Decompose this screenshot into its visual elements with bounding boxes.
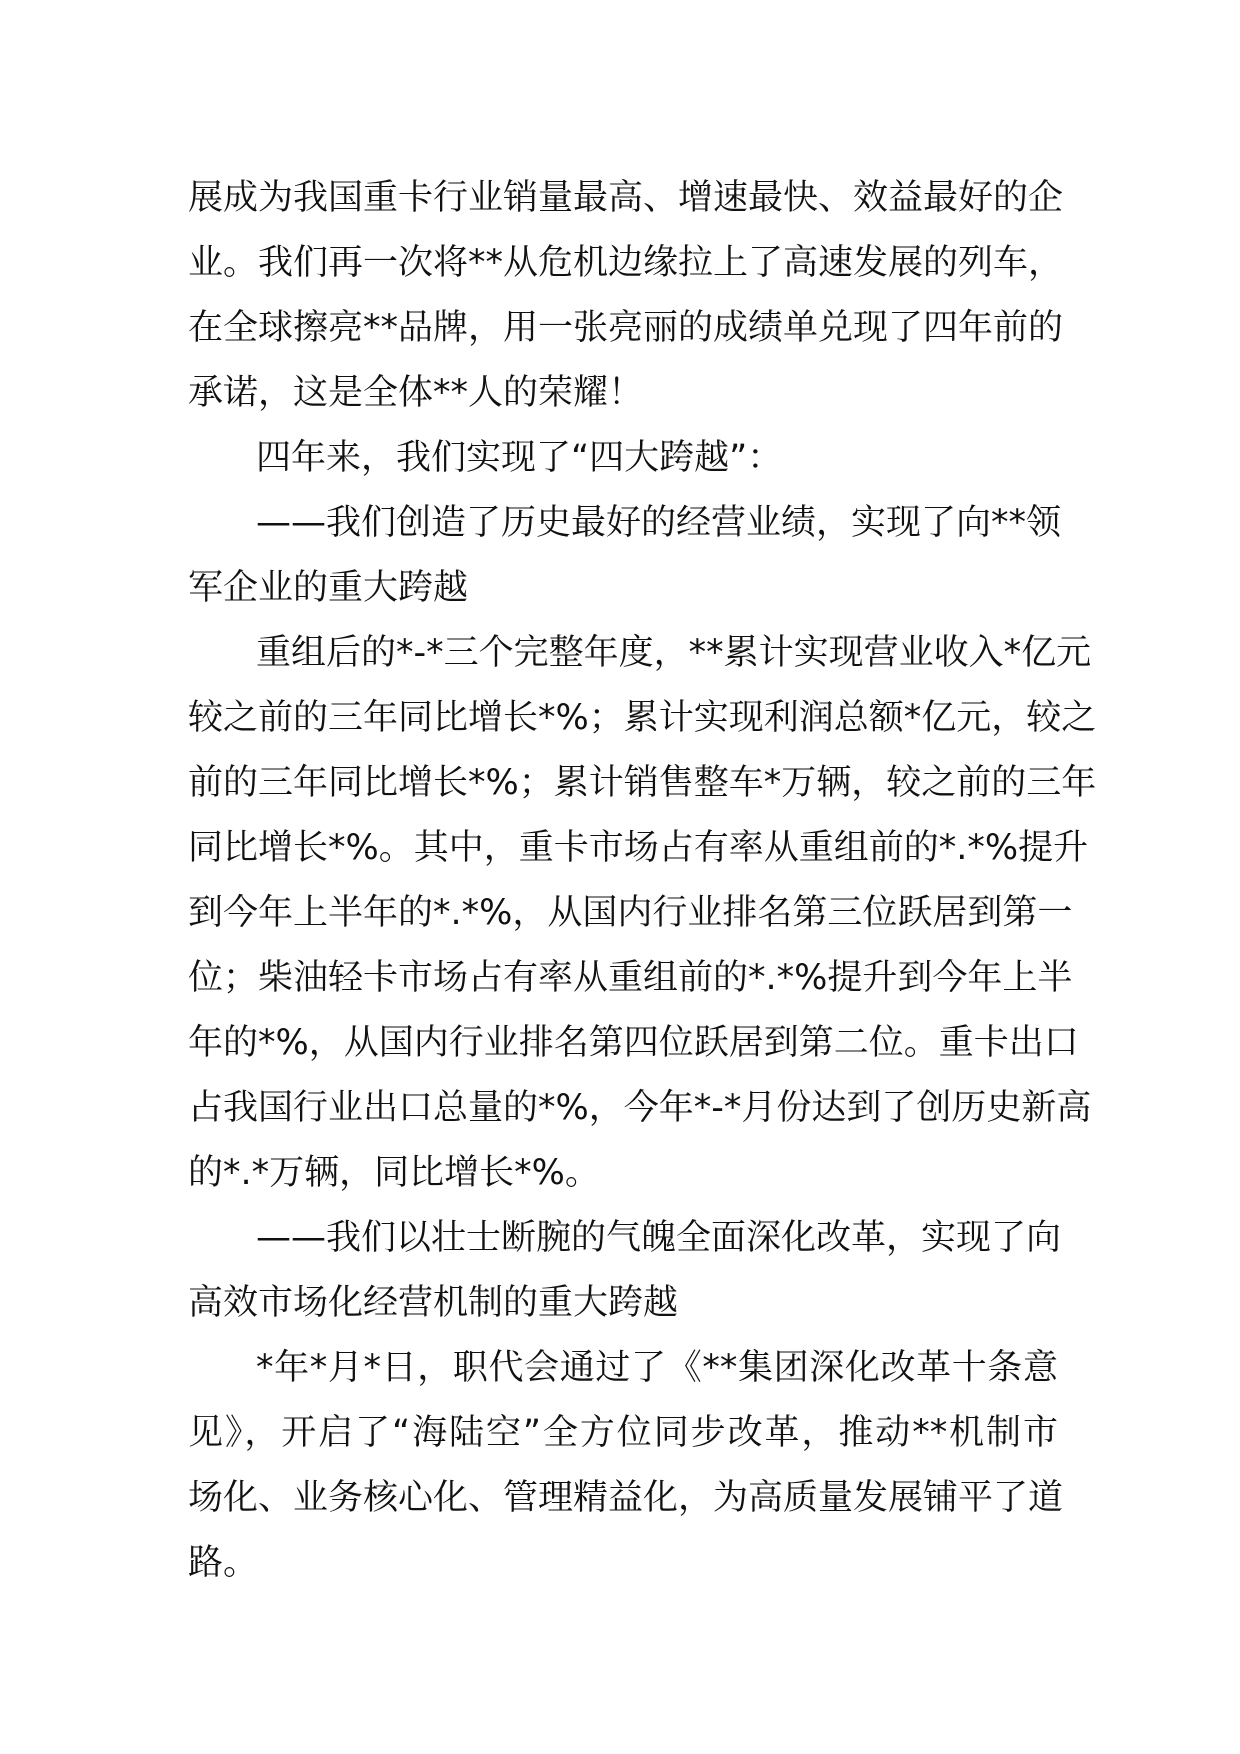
text-line: 同比增长*%。其中，重卡市场占有率从重组前的*.*%提升 bbox=[188, 828, 1089, 868]
text-line: 场化、业务核心化、管理精益化，为高质量发展铺平了道 bbox=[188, 1478, 1064, 1518]
text-line: ——我们以壮士断腕的气魄全面深化改革，实现了向 bbox=[256, 1218, 1062, 1258]
text-line: 业。我们再一次将**从危机边缘拉上了高速发展的列车， bbox=[188, 243, 1064, 283]
text-line: 重组后的*-*三个完整年度，**累计实现营业收入*亿元 bbox=[256, 633, 1092, 673]
text-line: 占我国行业出口总量的*%，今年*-*月份达到了创历史新高 bbox=[188, 1088, 1092, 1128]
text-line: 军企业的重大跨越 bbox=[188, 568, 469, 608]
text-line: 年的*%，从国内行业排名第四位跃居到第二位。重卡出口 bbox=[188, 1023, 1079, 1063]
text-line: 高效市场化经营机制的重大跨越 bbox=[188, 1283, 679, 1323]
text-line: 前的三年同比增长*%；累计销售整车*万辆，较之前的三年 bbox=[188, 763, 1097, 803]
text-line: 较之前的三年同比增长*%；累计实现利润总额*亿元，较之 bbox=[188, 698, 1097, 738]
text-line: *年*月*日，职代会通过了《**集团深化改革十条意 bbox=[256, 1348, 1058, 1388]
text-line: 见》，开启了“海陆空”全方位同步改革，推动**机制市 bbox=[188, 1413, 1058, 1453]
text-line: 位；柴油轻卡市场占有率从重组前的*.*%提升到今年上半 bbox=[188, 958, 1073, 998]
document-body bbox=[188, 166, 1097, 1596]
text-line: 四年来，我们实现了“四大跨越”： bbox=[256, 438, 783, 478]
text-line: 承诺，这是全体**人的荣耀！ bbox=[188, 373, 644, 413]
text-line: 在全球擦亮**品牌，用一张亮丽的成绩单兑现了四年前的 bbox=[188, 308, 1064, 348]
text-line: 路。 bbox=[188, 1543, 259, 1583]
text-line: 到今年上半年的*.*%，从国内行业排名第三位跃居到第一 bbox=[188, 893, 1073, 933]
text-line: 展成为我国重卡行业销量最高、增速最快、效益最好的企 bbox=[188, 178, 1064, 218]
text-line: 的*.*万辆，同比增长*%。 bbox=[188, 1153, 600, 1193]
text-line: ——我们创造了历史最好的经营业绩，实现了向**领 bbox=[256, 503, 1062, 543]
